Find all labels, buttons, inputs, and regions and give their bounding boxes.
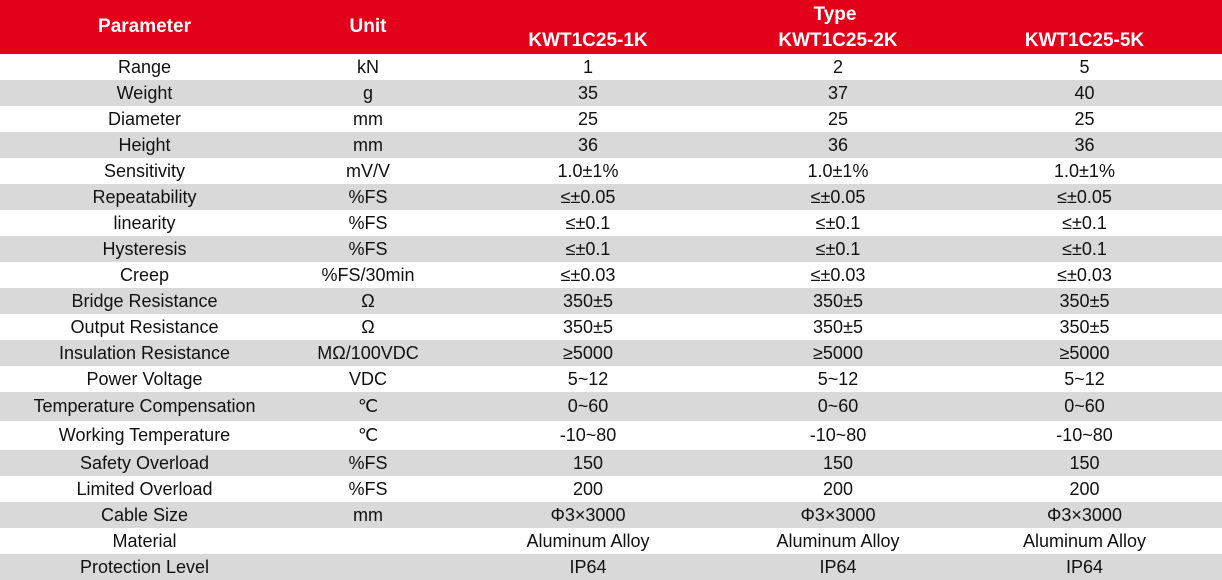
value-cell: ≤±0.1 (1062, 213, 1107, 233)
unit-cell: g (289, 80, 447, 106)
value-cell: ≤±0.1 (447, 236, 729, 262)
value-cell: IP64 (947, 554, 1222, 580)
value-cell: ≤±0.1 (565, 213, 611, 233)
unit-cell: %FS (348, 213, 388, 233)
parameter-cell: Safety Overload (0, 450, 289, 476)
value-cell: 35 (447, 80, 729, 106)
value-cell: 37 (729, 80, 947, 106)
value-cell: ≤±0.1 (947, 236, 1222, 262)
value-cell: Φ3×3000 (729, 502, 947, 528)
parameter-cell: Repeatability (0, 184, 289, 210)
unit-cell: MΩ/100VDC (289, 340, 447, 366)
table-row (0, 476, 1222, 502)
value-cell: ≤±0.03 (810, 265, 866, 285)
value-cell: 0~60 (947, 392, 1222, 421)
parameter-cell: Sensitivity (103, 161, 186, 181)
value-cell: Aluminum Alloy (526, 531, 650, 551)
value-cell: 350±5 (813, 317, 863, 337)
value-cell: 36 (729, 132, 947, 158)
table-row (0, 132, 1222, 158)
table-row (0, 502, 1222, 528)
value-cell: 2 (832, 57, 843, 77)
parameter-cell: Insulation Resistance (0, 340, 289, 366)
value-cell: ≤±0.05 (947, 184, 1222, 210)
unit-cell: %FS (289, 184, 447, 210)
parameter-cell: Weight (0, 80, 289, 106)
unit-cell: kN (357, 57, 379, 77)
unit-cell: VDC (348, 369, 387, 389)
parameter-cell: Output Resistance (70, 317, 219, 337)
value-cell: IP64 (447, 554, 729, 580)
value-cell: Aluminum Alloy (776, 531, 900, 551)
value-cell: ≥5000 (729, 340, 947, 366)
unit-cell: mm (353, 109, 383, 129)
value-cell: 1.0±1% (807, 161, 869, 181)
table-row (0, 528, 1222, 554)
value-cell: ≤±0.05 (447, 184, 729, 210)
parameter-cell: Bridge Resistance (0, 288, 289, 314)
table-row (0, 366, 1222, 392)
value-cell: 200 (822, 479, 854, 499)
value-cell: Φ3×3000 (947, 502, 1222, 528)
value-cell: 5~12 (1064, 369, 1105, 389)
table-row (0, 554, 1222, 580)
value-cell: Φ3×3000 (447, 502, 729, 528)
value-cell: 1.0±1% (1054, 161, 1115, 181)
value-cell: -10~80 (809, 425, 867, 445)
value-cell: -10~80 (1056, 425, 1113, 445)
unit-cell: mm (289, 132, 447, 158)
parameter-cell: Cable Size (0, 502, 289, 528)
header-model-5k: KWT1C25-5K (1024, 30, 1145, 51)
value-cell: IP64 (729, 554, 947, 580)
value-cell: ≤±0.1 (729, 236, 947, 262)
value-cell: 40 (947, 80, 1222, 106)
parameter-cell: linearity (113, 213, 176, 233)
value-cell: 5~12 (817, 369, 859, 389)
unit-cell (289, 554, 447, 580)
type-label: Type (813, 4, 857, 25)
table-row (0, 184, 1222, 210)
unit-cell (289, 528, 447, 554)
value-cell: -10~80 (559, 425, 617, 445)
unit-cell: %FS (289, 450, 447, 476)
value-cell: 350±5 (447, 288, 729, 314)
value-cell: ≤±0.1 (815, 213, 861, 233)
value-cell: ≥5000 (947, 340, 1222, 366)
table-row (0, 340, 1222, 366)
value-cell: 200 (572, 479, 604, 499)
value-cell: Aluminum Alloy (1022, 531, 1147, 551)
table-row (0, 262, 1222, 288)
parameter-cell: Temperature Compensation (0, 392, 289, 421)
value-cell: 0~60 (447, 392, 729, 421)
value-cell: 36 (947, 132, 1222, 158)
parameter-cell: Hysteresis (0, 236, 289, 262)
value-cell: 200 (1069, 479, 1100, 499)
table-row (0, 158, 1222, 184)
value-cell: 0~60 (729, 392, 947, 421)
unit-cell: Ω (289, 288, 447, 314)
parameter-cell: Creep (119, 265, 170, 285)
table-row (0, 314, 1222, 340)
table-body (0, 54, 1222, 580)
table-row (0, 450, 1222, 476)
value-cell: ≥5000 (447, 340, 729, 366)
table-row (0, 236, 1222, 262)
parameter-cell: Working Temperature (58, 425, 231, 445)
value-cell: 1.0±1% (557, 161, 619, 181)
unit-cell: mm (289, 502, 447, 528)
parameter-cell: Range (117, 57, 172, 77)
unit-cell: %FS (348, 479, 388, 499)
value-cell: 150 (729, 450, 947, 476)
unit-cell: ℃ (357, 425, 379, 445)
value-cell: 25 (827, 109, 849, 129)
unit-cell: mV/V (345, 161, 390, 181)
parameter-cell: Material (112, 531, 177, 551)
table-row (0, 54, 1222, 80)
header-parameter: Parameter (98, 16, 191, 37)
parameter-cell: Height (0, 132, 289, 158)
value-cell: 350±5 (1059, 317, 1110, 337)
value-cell: 150 (447, 450, 729, 476)
unit-cell: ℃ (289, 392, 447, 421)
value-cell: 1 (582, 57, 593, 77)
table-row (0, 421, 1222, 450)
table-header-row (0, 0, 1222, 54)
value-cell: ≤±0.05 (729, 184, 947, 210)
value-cell: 150 (947, 450, 1222, 476)
table-row (0, 106, 1222, 132)
value-cell: 36 (447, 132, 729, 158)
value-cell: 25 (577, 109, 599, 129)
table-row (0, 392, 1222, 421)
table-row (0, 210, 1222, 236)
value-cell: 350±5 (729, 288, 947, 314)
value-cell: ≤±0.03 (1057, 265, 1112, 285)
unit-cell: %FS/30min (321, 265, 415, 285)
value-cell: 25 (1074, 109, 1095, 129)
table-row (0, 80, 1222, 106)
header-unit: Unit (349, 16, 387, 37)
unit-cell: %FS (289, 236, 447, 262)
parameter-cell: Limited Overload (76, 479, 213, 499)
value-cell: ≤±0.03 (560, 265, 616, 285)
value-cell: 350±5 (563, 317, 613, 337)
value-cell: 5 (1079, 57, 1090, 77)
unit-cell: Ω (361, 317, 375, 337)
value-cell: 350±5 (947, 288, 1222, 314)
parameter-cell: Protection Level (0, 554, 289, 580)
parameter-cell: Diameter (107, 109, 182, 129)
parameter-cell: Power Voltage (86, 369, 203, 389)
header-model-2k: KWT1C25-2K (778, 30, 898, 51)
table-row (0, 288, 1222, 314)
value-cell: 5~12 (567, 369, 609, 389)
header-model-1k: KWT1C25-1K (528, 30, 648, 51)
